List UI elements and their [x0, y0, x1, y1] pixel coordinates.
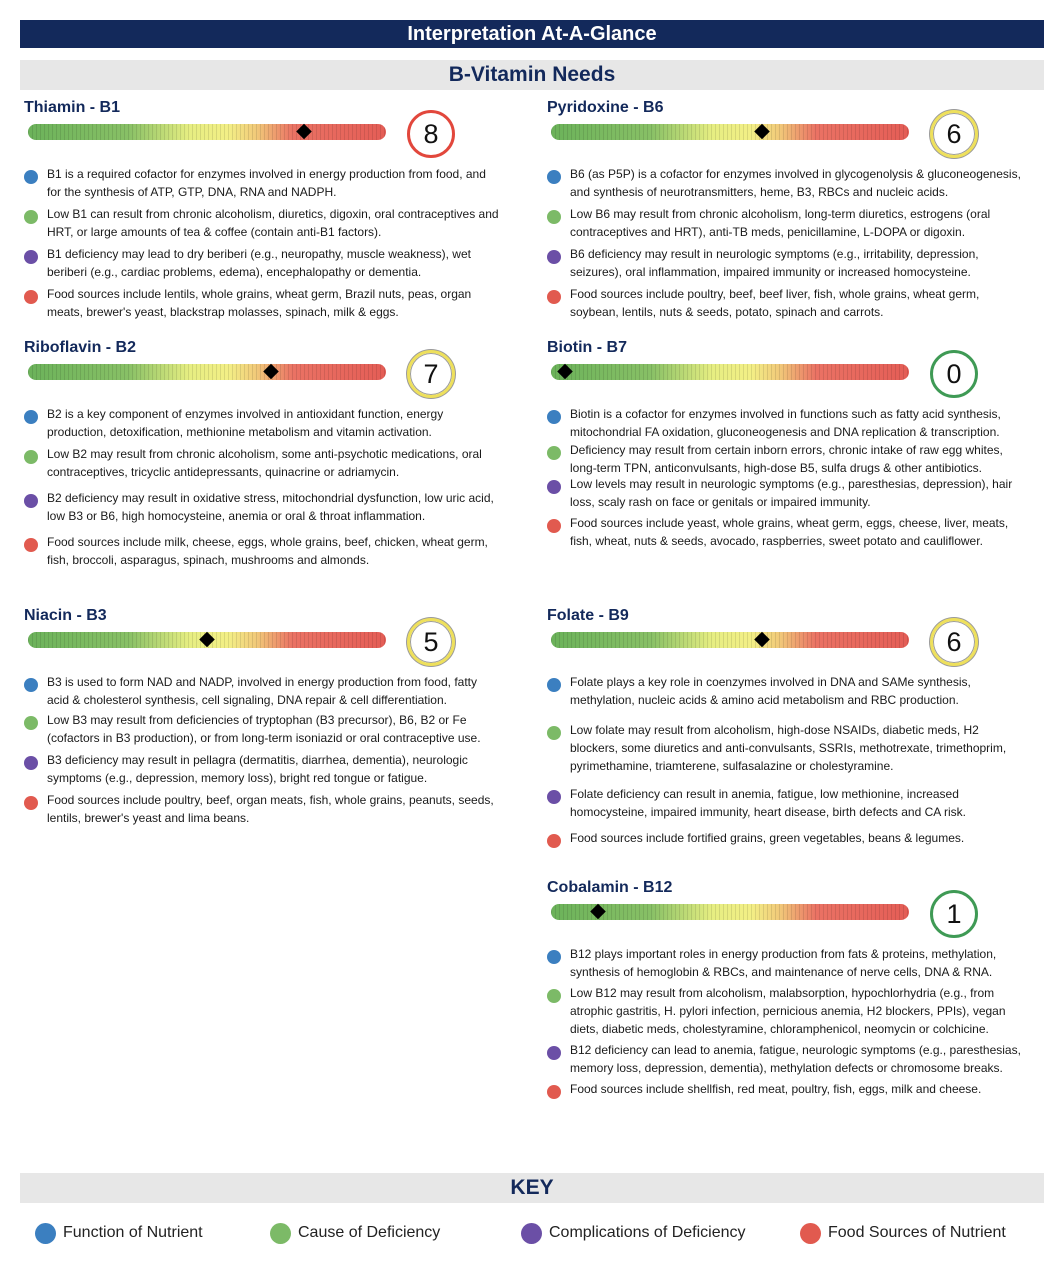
info-text: B6 (as P5P) is a cofactor for enzymes involved in glycogenolysis & gluconeogenesis, and synthesis of neurotransmitters, heme, B3, RBCs and nucleic acids.: [570, 167, 1021, 199]
food-dot-icon: [24, 796, 38, 810]
info-text: B1 deficiency may lead to dry beriberi (e.g., neuropathy, muscle weakness), wet beriberi (e.g., cardiac problems, edema), encephalopathy or dementia.: [47, 247, 471, 279]
info-text: Food sources include poultry, beef, beef liver, fish, whole grains, wheat germ, soybean, lentils, nuts & seeds, potato, spinach and carrots.: [570, 287, 980, 319]
function-dot-icon: [24, 678, 38, 692]
info-item-cause: [24, 445, 502, 481]
blue-dot-icon: [35, 1223, 56, 1244]
score-badge: 6: [930, 110, 978, 158]
function-dot-icon: [547, 678, 561, 692]
vitamin-title: Riboflavin - B2: [24, 339, 137, 356]
section-title: B-Vitamin Needs: [20, 60, 1044, 90]
key-item-function: [35, 1220, 203, 1246]
info-text: B12 deficiency can lead to anemia, fatigue, neurologic symptoms (e.g., paresthesias, memory loss, depression, dementia), methylation defects or chromosome breaks.: [570, 1043, 1021, 1075]
need-gauge: [551, 364, 909, 380]
gauge-marker-icon: [296, 124, 312, 140]
food-dot-icon: [547, 519, 561, 533]
need-gauge: [28, 364, 386, 380]
need-gauge: [551, 124, 909, 140]
vitamin-panel: [20, 99, 520, 359]
need-gauge: [551, 904, 909, 920]
info-text: B2 deficiency may result in oxidative stress, mitochondrial dysfunction, low uric acid, low B3 or B6, high homocysteine, anemia or oral & throat inflammation.: [47, 491, 494, 523]
vitamin-panel: [543, 607, 1043, 867]
info-text: Food sources include yeast, whole grains, wheat germ, eggs, cheese, liver, meats, fish, wheat, nuts & seeds, avocado, raspberries, sweet potato and cauliflower.: [570, 516, 1009, 548]
info-list: [547, 165, 1025, 321]
cause-dot-icon: [547, 446, 561, 460]
info-text: Food sources include shellfish, red meat, poultry, fish, eggs, milk and cheese.: [570, 1082, 982, 1096]
info-text: B6 deficiency may result in neurologic symptoms (e.g., irritability, depression, seizures), oral inflammation, impaired immunity or increased homocysteine.: [570, 247, 979, 279]
vitamin-panel: [543, 99, 1043, 359]
score-badge: 8: [407, 110, 455, 158]
complication-dot-icon: [24, 250, 38, 264]
complication-dot-icon: [547, 480, 561, 494]
vitamin-title: Niacin - B3: [24, 607, 107, 624]
info-item-complication: [547, 475, 1025, 511]
food-dot-icon: [547, 834, 561, 848]
key-label: Cause of Deficiency: [298, 1224, 441, 1241]
complication-dot-icon: [24, 756, 38, 770]
gauge-marker-icon: [754, 124, 770, 140]
info-text: Low B3 may result from deficiencies of tryptophan (B3 precursor), B6, B2 or Fe (cofactors in B3 production), or from long-term isoniazid or oral contraceptive use.: [47, 713, 481, 745]
vitamin-panel: [20, 607, 520, 867]
vitamin-title: Thiamin - B1: [24, 99, 121, 116]
info-item-cause: [24, 205, 502, 241]
function-dot-icon: [547, 950, 561, 964]
red-dot-icon: [800, 1223, 821, 1244]
score-badge: 1: [930, 890, 978, 938]
complication-dot-icon: [547, 250, 561, 264]
info-item-function: [24, 165, 502, 201]
purple-dot-icon: [521, 1223, 542, 1244]
function-dot-icon: [24, 410, 38, 424]
info-text: Food sources include fortified grains, green vegetables, beans & legumes.: [570, 831, 965, 845]
function-dot-icon: [547, 170, 561, 184]
info-text: Low B12 may result from alcoholism, malabsorption, hypochlorhydria (e.g., from atrophic gastritis, H. pylori infection, pernicious anemia, H2 blockers, PPIs), vegan diets, diabetic meds, cholestyramine, chloramphenicol, neomycin or colchicine.: [570, 986, 1006, 1036]
cause-dot-icon: [24, 716, 38, 730]
info-list: [547, 945, 1025, 1098]
complication-dot-icon: [547, 1046, 561, 1060]
info-item-food: [547, 829, 1025, 847]
key-label: Food Sources of Nutrient: [828, 1224, 1006, 1241]
info-item-complication: [547, 1041, 1025, 1077]
info-item-function: [547, 165, 1025, 201]
cause-dot-icon: [24, 210, 38, 224]
info-item-complication: [547, 785, 1025, 821]
need-gauge: [28, 124, 386, 140]
info-text: Low B1 can result from chronic alcoholism, diuretics, digoxin, oral contraceptives and HRT, or large amounts of tea & coffee (contain anti-B1 factors).: [47, 207, 499, 239]
info-item-cause: [547, 721, 1025, 775]
info-text: Low B6 may result from chronic alcoholism, long-term diuretics, estrogens (oral contraceptives and HRT), anti-TB meds, penicillamine, L-DOPA or digoxin.: [570, 207, 991, 239]
gauge-marker-icon: [199, 632, 215, 648]
info-text: Biotin is a cofactor for enzymes involved in functions such as fatty acid synthesis, mitochondrial FA oxidation, gluconeogenesis and DNA replication & transcription.: [570, 407, 1001, 439]
vitamin-panel: [543, 339, 1043, 599]
info-item-cause: [547, 205, 1025, 241]
info-item-complication: [24, 245, 502, 281]
info-text: Food sources include lentils, whole grains, wheat germ, Brazil nuts, peas, organ meats, brewer's yeast, blackstrap molasses, spinach, milk & eggs.: [47, 287, 472, 319]
key-item-cause: [270, 1220, 440, 1246]
info-text: B2 is a key component of enzymes involved in antioxidant function, energy production, detoxification, methionine metabolism and vitamin activation.: [47, 407, 444, 439]
info-item-food: [547, 1080, 1025, 1098]
vitamin-title: Pyridoxine - B6: [547, 99, 664, 116]
gauge-marker-icon: [590, 904, 606, 920]
info-list: [24, 405, 502, 569]
info-text: Low B2 may result from chronic alcoholism, some anti-psychotic medications, oral contraceptives, tricyclic antidepressants, quinacrine or adriamycin.: [47, 447, 482, 479]
info-list: [547, 673, 1025, 847]
info-item-complication: [24, 751, 502, 787]
function-dot-icon: [547, 410, 561, 424]
score-badge: 0: [930, 350, 978, 398]
vitamin-title: Cobalamin - B12: [547, 879, 673, 896]
score-badge: 5: [407, 618, 455, 666]
complication-dot-icon: [547, 790, 561, 804]
info-text: B3 deficiency may result in pellagra (dermatitis, diarrhea, dementia), neurologic symptoms (e.g., depression, memory loss), bright red tongue or fatigue.: [47, 753, 468, 785]
gauge-marker-icon: [558, 364, 574, 380]
gauge-marker-icon: [754, 632, 770, 648]
cause-dot-icon: [547, 726, 561, 740]
vitamin-panel: [543, 879, 1043, 1139]
score-badge: 7: [407, 350, 455, 398]
info-text: Folate deficiency can result in anemia, fatigue, low methionine, increased homocysteine, impaired immunity, heart disease, birth defects and CA risk.: [570, 787, 966, 819]
info-text: Low folate may result from alcoholism, high-dose NSAIDs, diabetic meds, H2 blockers, some diuretics and anti-convulsants, SSRIs, methotrexate, trimethoprim, pyrimethamine, triamterene, sulfasalazine or cholestyramine.: [570, 723, 1007, 773]
info-text: B12 plays important roles in energy production from fats & proteins, methylation, synthesis of hemoglobin & RBCs, and maintenance of nerve cells, DNA & RNA.: [570, 947, 997, 979]
info-item-function: [547, 945, 1025, 981]
info-list: [547, 405, 1025, 550]
cause-dot-icon: [24, 450, 38, 464]
info-text: Folate plays a key role in coenzymes involved in DNA and SAMe synthesis, methylation, nucleic acids & amino acid metabolism and RBC production.: [570, 675, 971, 707]
info-item-function: [24, 405, 502, 441]
need-gauge: [551, 632, 909, 648]
cause-dot-icon: [547, 210, 561, 224]
info-list: [24, 165, 502, 321]
food-dot-icon: [547, 290, 561, 304]
vitamin-title: Folate - B9: [547, 607, 629, 624]
vitamin-panel: [20, 339, 520, 599]
info-list: [24, 673, 502, 827]
key-title: KEY: [20, 1173, 1044, 1203]
info-item-food: [24, 533, 502, 569]
info-item-food: [547, 285, 1025, 321]
info-text: B1 is a required cofactor for enzymes involved in energy production from food, and for the synthesis of ATP, GTP, DNA, RNA and NADPH.: [47, 167, 486, 199]
function-dot-icon: [24, 170, 38, 184]
need-gauge: [28, 632, 386, 648]
info-item-food: [24, 791, 502, 827]
score-badge: 6: [930, 618, 978, 666]
food-dot-icon: [547, 1085, 561, 1099]
page-title: Interpretation At-A-Glance: [20, 20, 1044, 48]
info-item-complication: [547, 245, 1025, 281]
key-item-food: [800, 1220, 1006, 1246]
complication-dot-icon: [24, 494, 38, 508]
green-dot-icon: [270, 1223, 291, 1244]
vitamin-title: Biotin - B7: [547, 339, 627, 356]
info-text: B3 is used to form NAD and NADP, involved in energy production from food, fatty acid & cholesterol synthesis, cell signaling, DNA repair & cell differentiation.: [47, 675, 477, 707]
gauge-marker-icon: [264, 364, 280, 380]
cause-dot-icon: [547, 989, 561, 1003]
info-item-food: [547, 514, 1025, 550]
food-dot-icon: [24, 290, 38, 304]
info-item-cause: [547, 441, 1025, 477]
key-label: Function of Nutrient: [63, 1224, 203, 1241]
info-item-cause: [24, 711, 502, 747]
info-item-complication: [24, 489, 502, 525]
info-item-food: [24, 285, 502, 321]
info-text: Low levels may result in neurologic symptoms (e.g., paresthesias, depression), hair loss, scaly rash on face or genitals or impaired immunity.: [570, 477, 1013, 509]
info-text: Food sources include milk, cheese, eggs, whole grains, beef, chicken, wheat germ, fish, broccoli, asparagus, spinach, mushrooms and almonds.: [47, 535, 488, 567]
info-item-function: [24, 673, 502, 709]
info-text: Food sources include poultry, beef, organ meats, fish, whole grains, peanuts, seeds, lentils, brewer's yeast and lima beans.: [47, 793, 494, 825]
info-item-cause: [547, 984, 1025, 1038]
info-item-function: [547, 405, 1025, 441]
key-label: Complications of Deficiency: [549, 1224, 746, 1241]
key-item-complication: [521, 1220, 746, 1246]
info-item-function: [547, 673, 1025, 709]
food-dot-icon: [24, 538, 38, 552]
info-text: Deficiency may result from certain inborn errors, chronic intake of raw egg whites, long-term TPN, anticonvulsants, high-dose B5, sulfa drugs & other antibiotics.: [570, 443, 1003, 475]
